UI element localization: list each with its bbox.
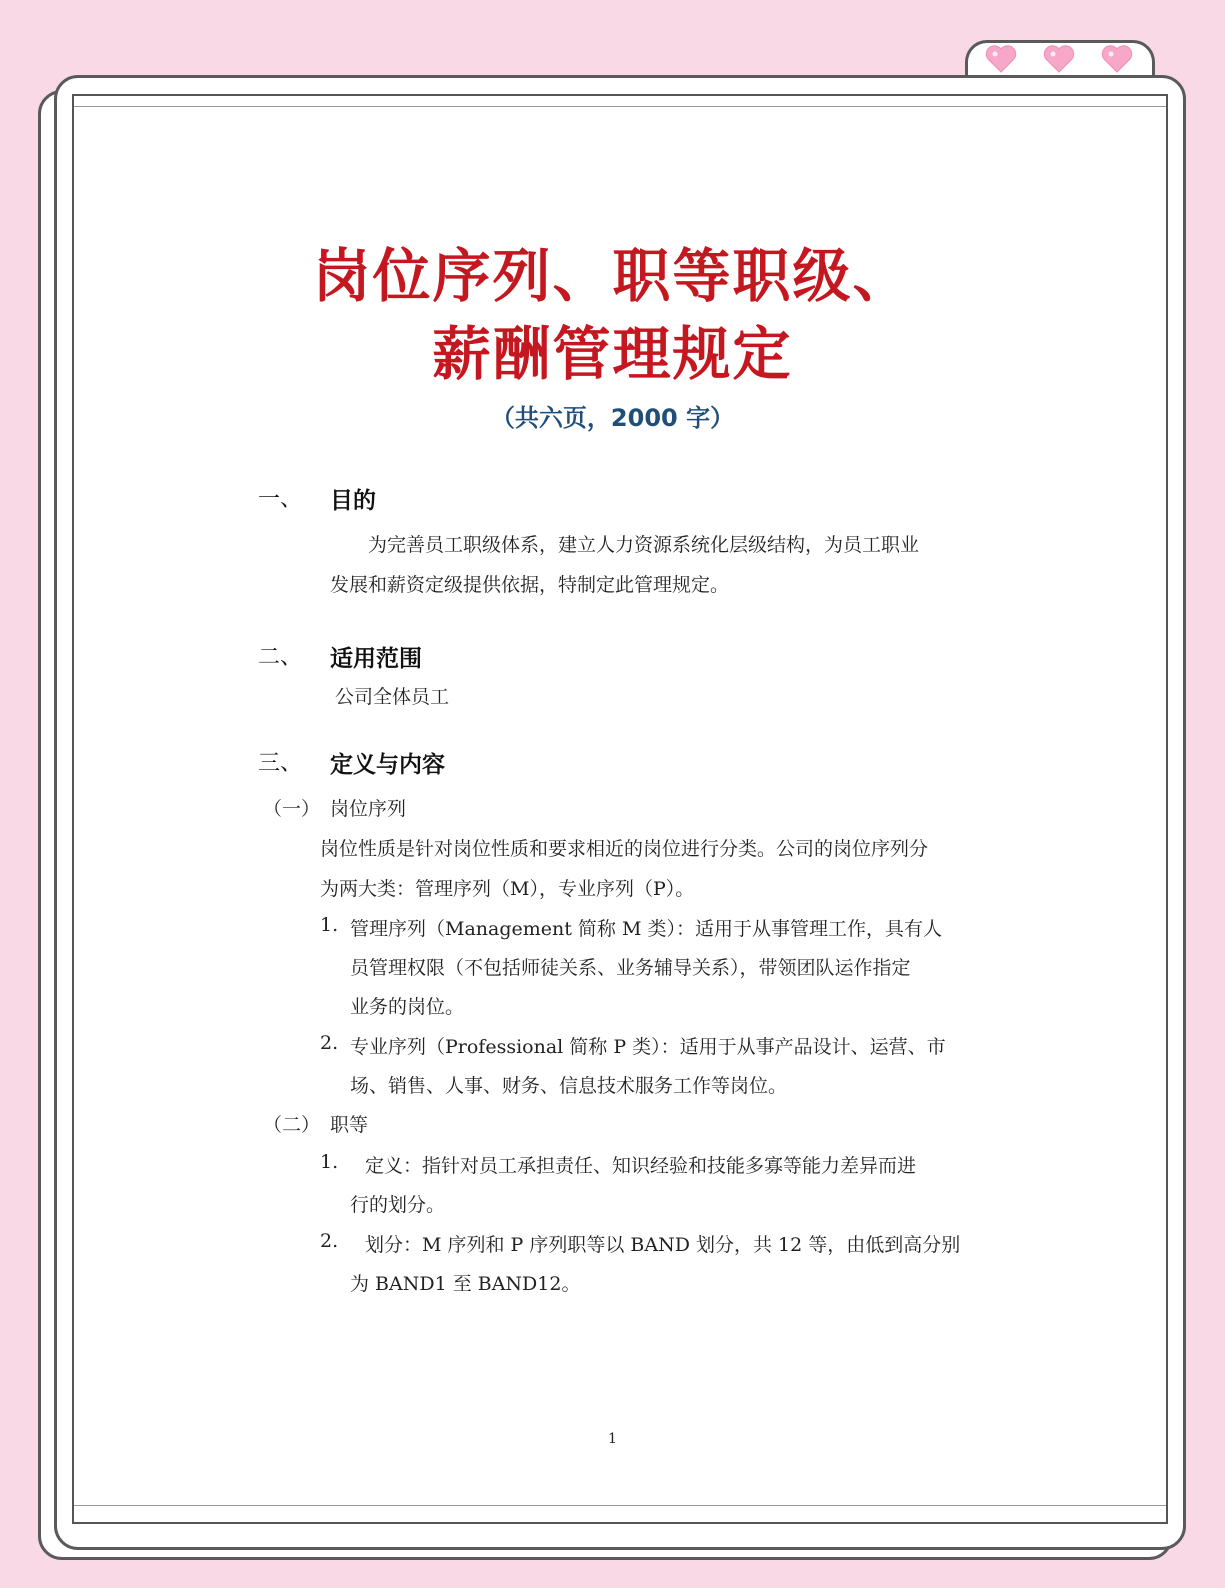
- list-item-line: 行的划分。: [350, 1194, 446, 1216]
- section-2-number: 二、: [258, 645, 303, 670]
- heart-icon: [1101, 44, 1133, 74]
- section-2-line-1: 公司全体员工: [335, 686, 450, 708]
- page-top-rule: [74, 106, 1166, 107]
- list-item-number: 1.: [320, 914, 339, 936]
- section-1-number: 一、: [258, 487, 303, 512]
- list-item-line: 场、销售、人事、财务、信息技术服务工作等岗位。: [350, 1075, 788, 1097]
- list-item-line: 管理序列（Management 简称 M 类）：适用于从事管理工作，具有人: [350, 918, 942, 940]
- heart-icon: [985, 44, 1017, 74]
- subsection-1-intro-line-1: 岗位性质是针对岗位性质和要求相近的岗位进行分类。公司的岗位序列分: [320, 838, 929, 860]
- heart-decoration: [985, 44, 1133, 74]
- page-number: 1: [608, 1431, 617, 1447]
- subsection-2-number: （二）: [263, 1114, 321, 1136]
- section-3-number: 三、: [258, 751, 303, 776]
- list-item-line: 员管理权限（不包括师徒关系、业务辅导关系），带领团队运作指定: [350, 957, 911, 979]
- subsection-1-intro-line-2: 为两大类：管理序列（M），专业序列（P）。: [320, 878, 695, 900]
- list-item-line: 业务的岗位。: [350, 996, 465, 1018]
- page-bottom-rule: [74, 1505, 1166, 1506]
- subsection-1-number: （一）: [263, 798, 321, 820]
- section-1-line-2: 发展和薪资定级提供依据，特制定此管理规定。: [330, 574, 730, 596]
- section-2-heading: 适用范围: [330, 646, 422, 672]
- document-title-line-1: 岗位序列、职等职级、: [312, 242, 913, 310]
- section-1-heading: 目的: [330, 488, 376, 514]
- list-item-number: 1.: [320, 1151, 339, 1173]
- list-item-line: 为 BAND1 至 BAND12。: [350, 1273, 581, 1295]
- list-item-number: 2.: [320, 1032, 339, 1054]
- section-3-heading: 定义与内容: [330, 752, 445, 778]
- list-item-line: 划分：M 序列和 P 序列职等以 BAND 划分，共 12 等，由低到高分别: [365, 1234, 961, 1256]
- list-item-line: 专业序列（Professional 简称 P 类）：适用于从事产品设计、运营、市: [350, 1036, 946, 1058]
- list-item-line: 定义：指针对员工承担责任、知识经验和技能多寡等能力差异而进: [365, 1155, 917, 1177]
- list-item-number: 2.: [320, 1230, 339, 1252]
- document-title-line-2: 薪酬管理规定: [432, 320, 793, 388]
- document-subtitle: （共六页，2000 字）: [490, 404, 735, 432]
- section-1-line-1: 为完善员工职级体系，建立人力资源系统化层级结构，为员工职业: [368, 534, 920, 556]
- subsection-1-heading: 岗位序列: [330, 798, 407, 820]
- heart-icon: [1043, 44, 1075, 74]
- subsection-2-heading: 职等: [330, 1114, 369, 1136]
